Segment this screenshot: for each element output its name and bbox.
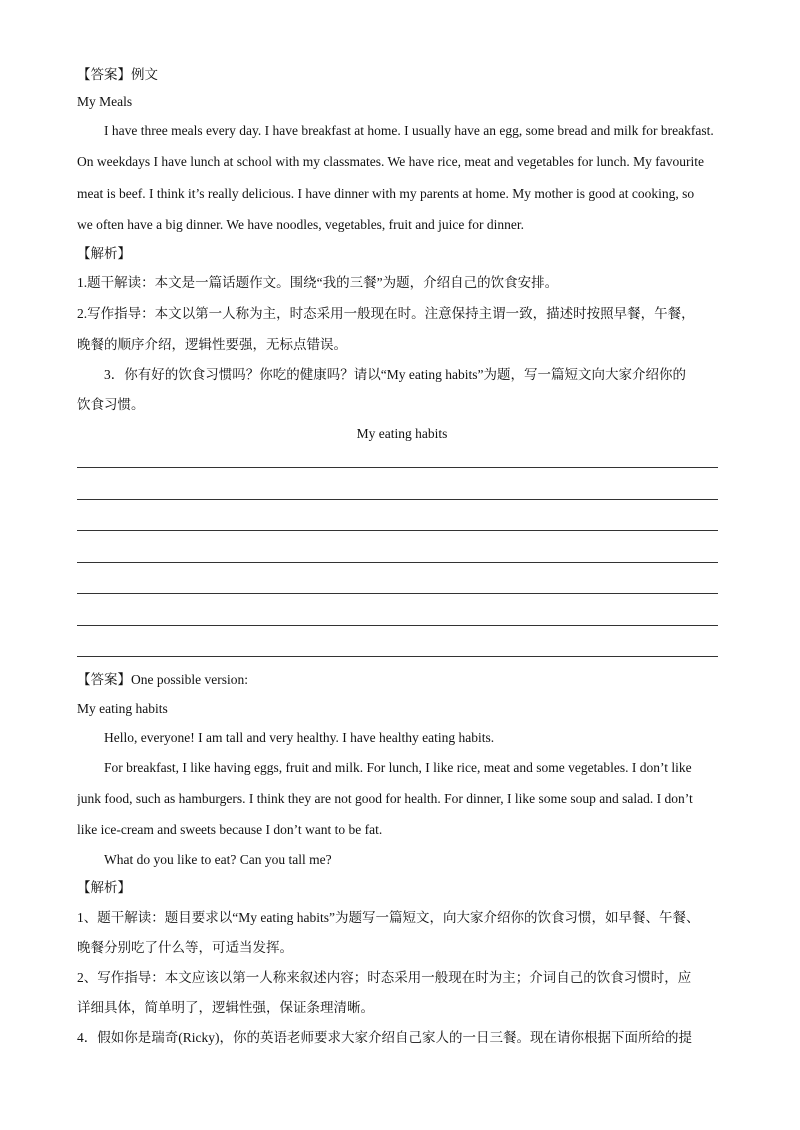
writing-title: My eating habits [356,426,448,441]
writing-line [77,467,718,468]
writing-line [77,562,718,563]
analysis-line: 晚餐分别吃了什么等，可适当发挥。 [77,940,293,955]
essay-line: we often have a big dinner. We have noodles, vegetables, fruit and juice for dinner. [77,217,525,232]
analysis-heading: 【解析】 [77,880,131,895]
essay-line: On weekdays I have lunch at school with my classmates. We have rice, meat and vegetables for lunch. My favourite [77,154,704,169]
essay-line: For breakfast, I like having eggs, fruit and milk. For lunch, I like rice, meat and some vegetables. I don’t like [104,760,692,775]
essay-line: meat is beef. I think it’s really delicious. I have dinner with my parents at home. My mother is good at cooking, so [77,186,695,201]
answer-heading: 【答案】例文 [77,67,158,82]
essay-line: like ice-cream and sweets because I don’t want to be fat. [77,822,383,837]
writing-line [77,530,718,531]
analysis-line: 1、题干解读：题目要求以“My eating habits”为题写一篇短文，向大家介绍你的饮食习惯，如早餐、午餐、 [77,910,700,925]
analysis-heading: 【解析】 [77,246,131,261]
essay-line: Hello, everyone! I am tall and very healthy. I have healthy eating habits. [104,730,495,745]
writing-line [77,593,718,594]
question-prompt: 4．假如你是瑞奇(Ricky)，你的英语老师要求大家介绍自己家人的一日三餐。现在请你根据下面所给的提 [77,1030,692,1045]
writing-line [77,625,718,626]
question-prompt: 3．你有好的饮食习惯吗？你吃的健康吗？请以“My eating habits”为题，写一篇短文向大家介绍你的 [104,367,686,382]
answer-heading: 【答案】One possible version: [77,672,248,687]
essay-line: junk food, such as hamburgers. I think they are not good for health. For dinner, I like some soup and salad. I don’t [77,791,693,806]
writing-line [77,656,718,657]
question-prompt: 饮食习惯。 [77,397,145,412]
analysis-line: 晚餐的顺序介绍，逻辑性要强，无标点错误。 [77,337,347,352]
analysis-line: 1.题干解读：本文是一篇话题作文。围绕“我的三餐”为题，介绍自己的饮食安排。 [77,275,559,290]
essay-line: I have three meals every day. I have breakfast at home. I usually have an egg, some bread and milk for breakfast. [104,123,714,138]
analysis-line: 2、写作指导：本文应该以第一人称来叙述内容；时态采用一般现在时为主；介词自己的饮食习惯时，应 [77,970,692,985]
analysis-line: 详细具体，简单明了，逻辑性强，保证条理清晰。 [77,1000,374,1015]
essay-line: What do you like to eat? Can you tall me? [104,852,332,867]
analysis-line: 2.写作指导：本文以第一人称为主，时态采用一般现在时。注意保持主谓一致，描述时按照早餐，午餐， [77,306,695,321]
essay-title: My Meals [77,94,133,109]
essay-title: My eating habits [77,701,168,716]
writing-line [77,499,718,500]
